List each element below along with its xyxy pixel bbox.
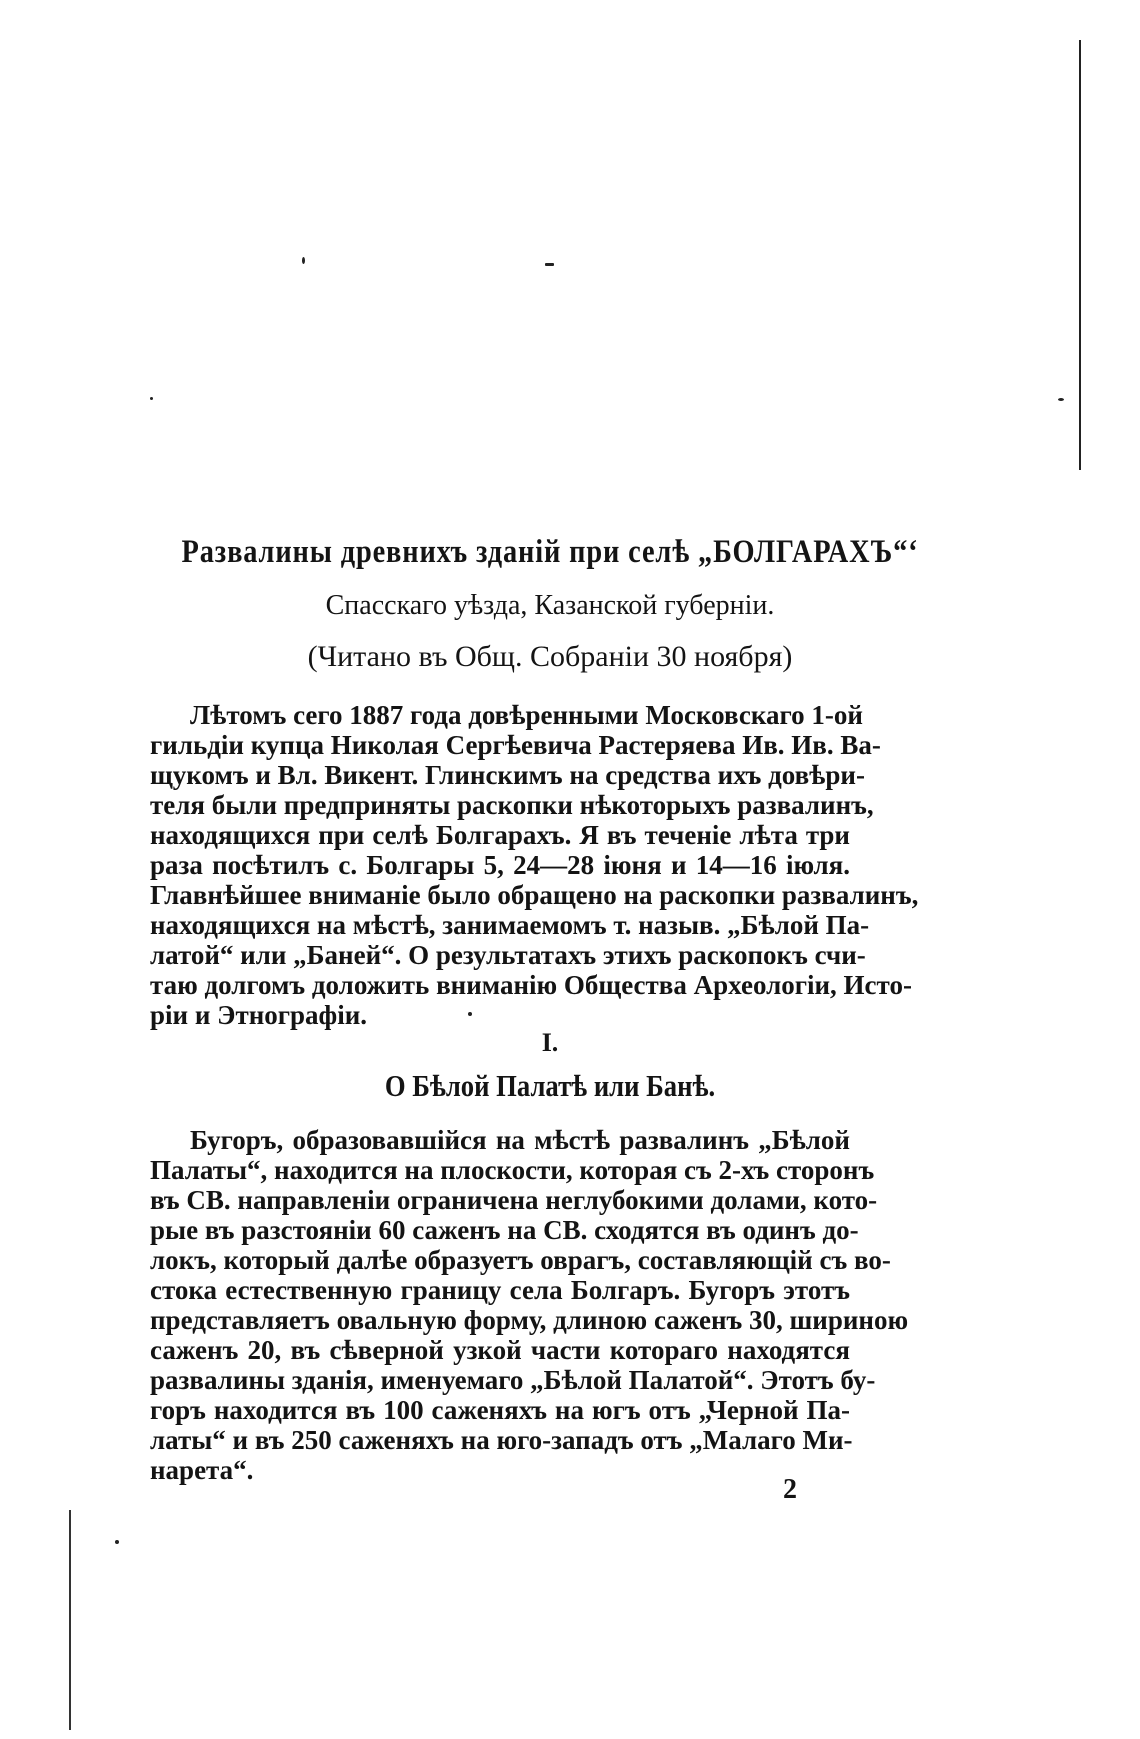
paragraph-line: находящихся при селѣ Болгарахъ. Я въ теченіе лѣта три — [150, 820, 850, 850]
paragraph-line: нарета“. — [150, 1455, 254, 1485]
paragraph-line: гильдіи купца Николая Сергѣевича Растеряева Ив. Ив. Ва- — [150, 730, 881, 760]
scan-speck — [1058, 398, 1064, 401]
paragraph-line: Главнѣйшее вниманіе было обращено на раскопки развалинъ, — [150, 880, 919, 910]
paragraph-line: латой“ или „Баней“. О результатахъ этихъ раскопокъ счи- — [150, 940, 866, 970]
scan-edge-line-right — [1079, 40, 1081, 470]
document-title: Развалины древнихъ зданій при селѣ „БОЛГАРАХЪ“‘ — [181, 534, 919, 570]
paragraph-line: рые въ разстояніи 60 саженъ на СВ. сходятся въ одинъ до- — [150, 1215, 859, 1245]
paragraph-line: Палаты“, находится на плоскости, которая съ 2-хъ сторонъ — [150, 1155, 875, 1185]
paragraph-line: представляетъ овальную форму, длиною саженъ 30, шириною — [150, 1305, 909, 1335]
scan-edge-line-left — [69, 1510, 71, 1730]
paragraph-line: Лѣтомъ сего 1887 года довѣренными Московскаго 1-ой — [190, 700, 863, 730]
paragraph-line: латы“ и въ 250 саженяхъ на юго-западъ отъ „Малаго Ми- — [150, 1425, 853, 1455]
paragraph-line: стока естественную границу села Болгаръ. Бугоръ этотъ — [150, 1275, 850, 1305]
read-note: (Читано въ Общ. Собраніи 30 ноября) — [307, 640, 793, 673]
section-title: О Бѣлой Палатѣ или Банѣ. — [384, 1068, 716, 1103]
document-subtitle: Спасскаго уѣзда, Казанской губерніи. — [325, 590, 775, 621]
section-number: I. — [541, 1028, 559, 1057]
page-number: 2 — [783, 1474, 797, 1505]
paragraph-line: таю долгомъ доложить вниманію Общества Археологіи, Исто- — [150, 970, 912, 1000]
paragraph-line: саженъ 20, въ сѣверной узкой части котораго находятся — [150, 1335, 850, 1365]
paragraph-line: въ СВ. направленіи ограничена неглубокими долами, кото- — [150, 1185, 878, 1215]
paragraph-line: раза посѣтилъ с. Болгары 5, 24—28 іюня и 14—16 іюля. — [150, 850, 850, 880]
paragraph-line: горъ находится въ 100 саженяхъ на югъ отъ „Черной Па- — [150, 1395, 850, 1425]
paragraph-line: развалины зданія, именуемаго „Бѣлой Палатой“. Этотъ бу- — [150, 1365, 876, 1395]
scan-speck — [302, 257, 305, 264]
scan-speck — [545, 263, 554, 266]
paragraph-line: локъ, который далѣе образуетъ оврагъ, составляющій съ во- — [150, 1245, 891, 1275]
paragraph-line: находящихся на мѣстѣ, занимаемомъ т. назыв. „Бѣлой Па- — [150, 910, 870, 940]
scan-speck — [115, 1540, 119, 1544]
section-paragraph — [150, 1125, 909, 1485]
paragraph-line: Бугоръ, образовавшійся на мѣстѣ развалинъ „Бѣлой — [190, 1125, 850, 1155]
scan-speck — [150, 397, 153, 400]
paragraph-line: теля были предприняты раскопки нѣкоторыхъ развалинъ, — [150, 790, 874, 820]
intro-paragraph — [150, 700, 919, 1030]
paragraph-line: ріи и Этнографіи. — [150, 1000, 368, 1030]
paragraph-line: щукомъ и Вл. Викент. Глинскимъ на средства ихъ довѣри- — [150, 760, 865, 790]
